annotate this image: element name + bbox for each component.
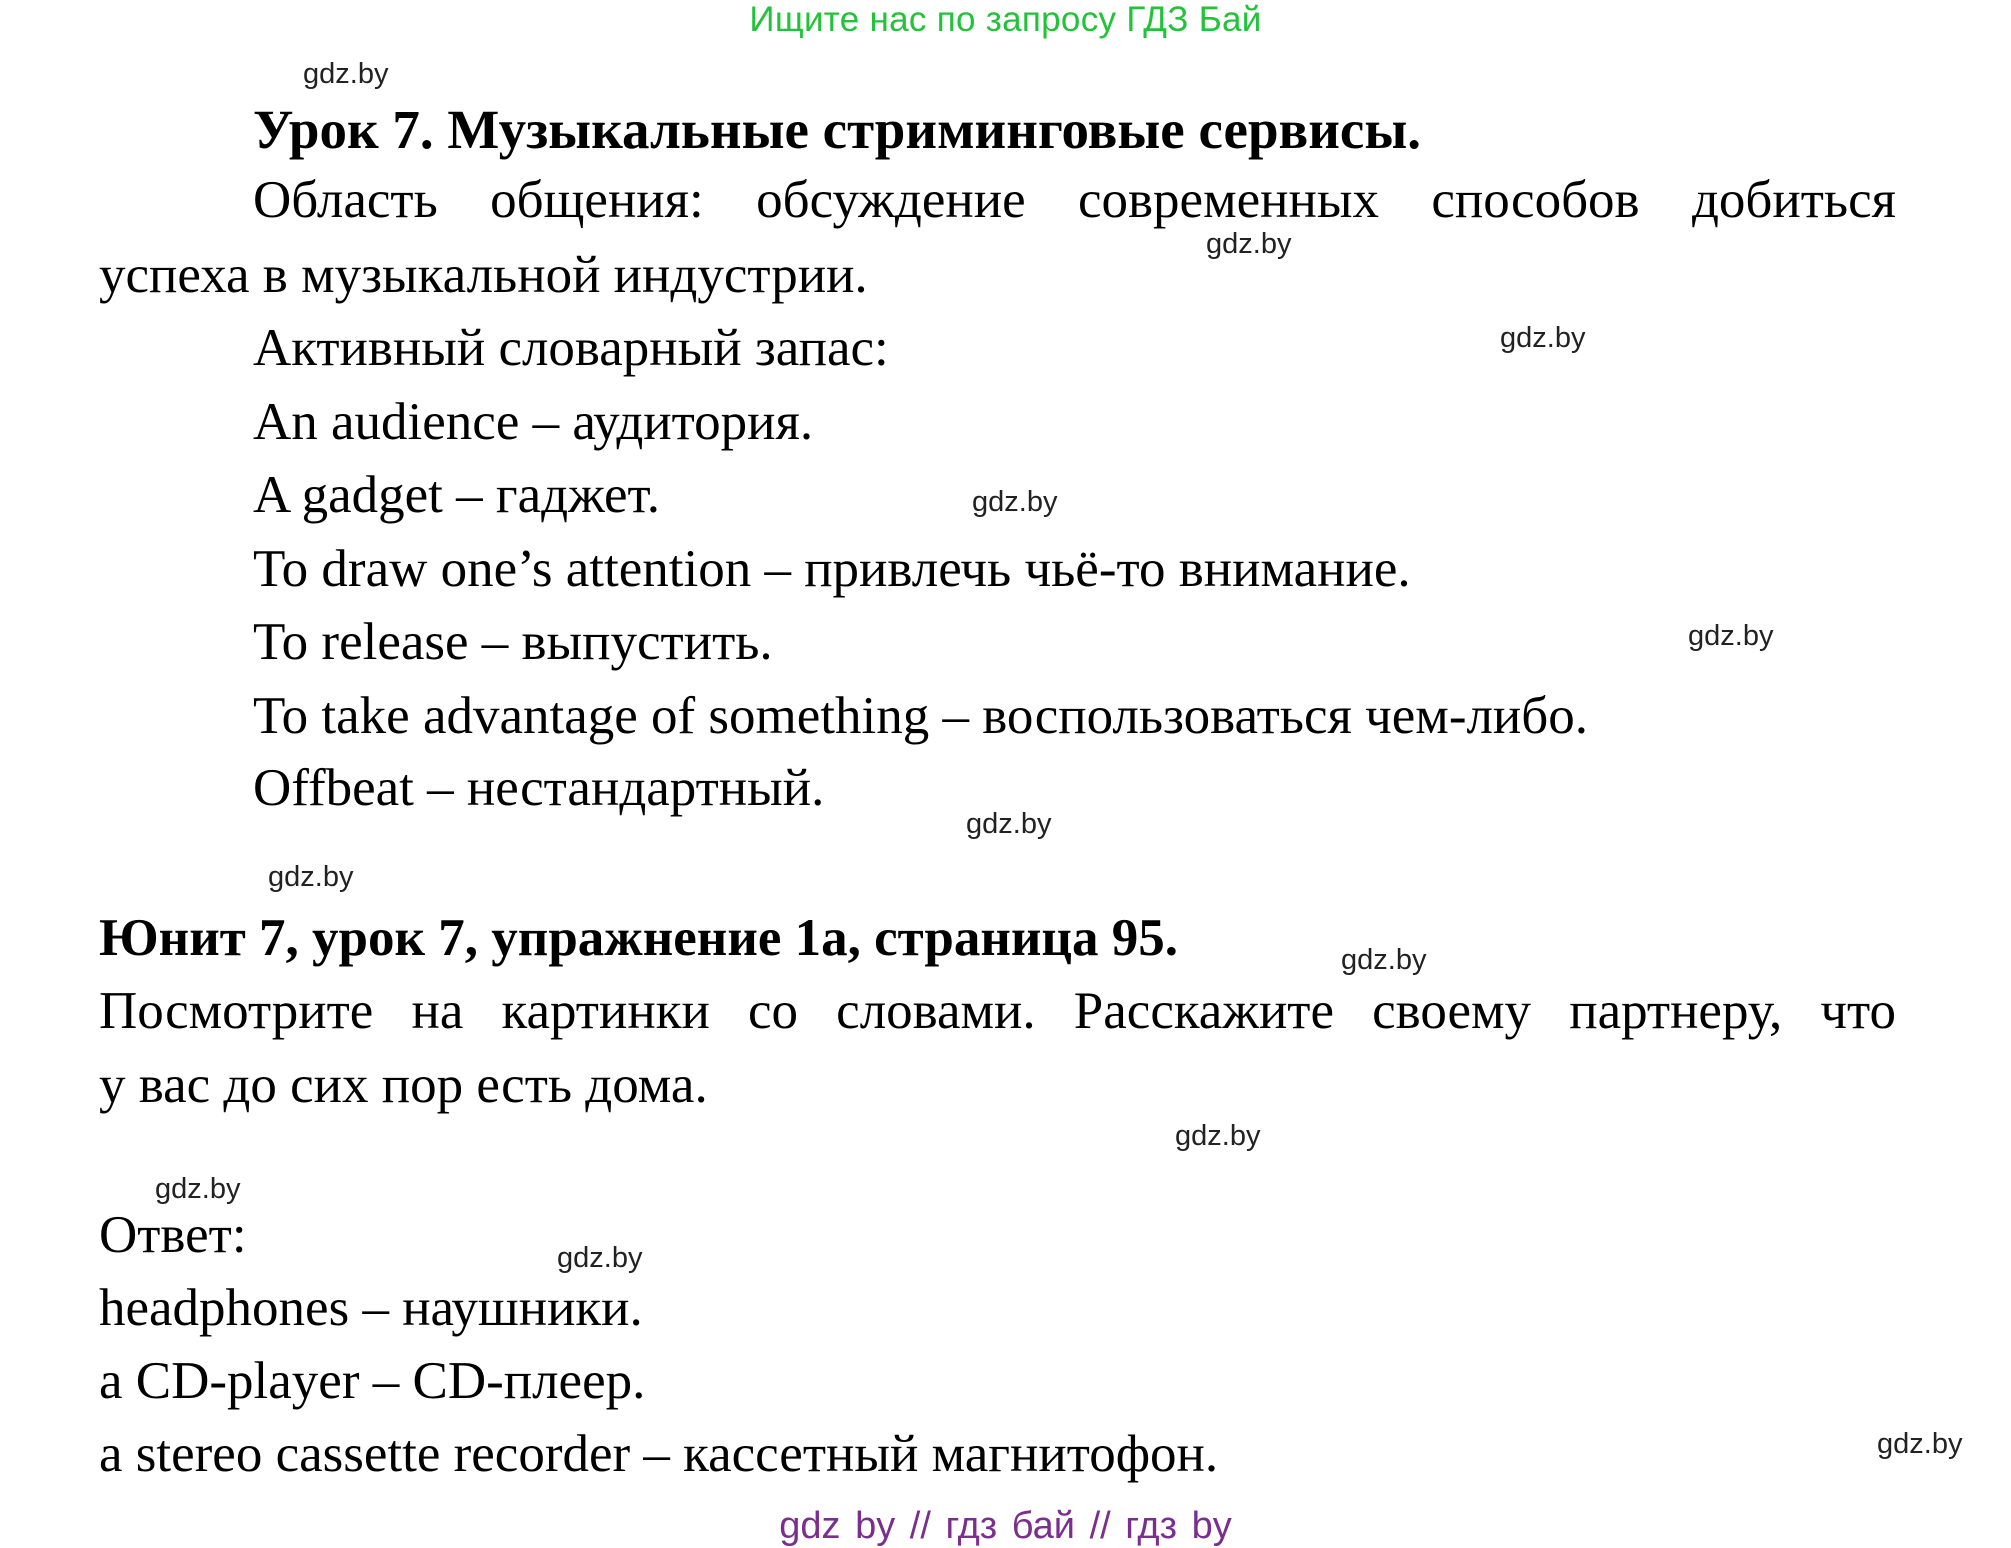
lesson-title: Урок 7. Музыкальные стриминговые сервисы. [253,99,1422,160]
watermark: gdz.by [972,486,1058,518]
watermark: gdz.by [1206,228,1292,260]
vocab-item: A gadget – гаджет. [253,466,660,524]
footer-links: gdz by // гдз бай // гдз by [779,1505,1232,1547]
watermark: gdz.by [1500,322,1586,354]
watermark: gdz.by [268,861,354,893]
site-banner: Ищите нас по запросу ГДЗ Бай [749,0,1262,39]
area-line-1: Область общения: обсуждение современных способов добиться [253,171,1896,229]
watermark: gdz.by [966,808,1052,840]
area-line-2: успеха в музыкальной индустрии. [99,246,868,304]
task-line-1: Посмотрите на картинки со словами. Расскажите своему партнеру, что [99,982,1896,1040]
answer-item: a CD-player – CD-плеер. [99,1352,646,1410]
answer-label: Ответ: [99,1206,247,1264]
watermark: gdz.by [1175,1120,1261,1152]
watermark: gdz.by [303,58,389,90]
watermark: gdz.by [155,1173,241,1205]
vocab-heading: Активный словарный запас: [253,319,889,377]
vocab-item: To take advantage of something – воспользоваться чем-либо. [253,687,1589,745]
answer-item: headphones – наушники. [99,1279,643,1337]
answer-item: a stereo cassette recorder – кассетный магнитофон. [99,1425,1219,1483]
vocab-item: To release – выпустить. [253,613,773,671]
task-line-2: у вас до сих пор есть дома. [99,1056,708,1114]
vocab-item: Offbeat – нестандартный. [253,759,825,817]
exercise-heading: Юнит 7, урок 7, упражнение 1а, страница 95. [99,909,1178,967]
watermark: gdz.by [557,1242,643,1274]
watermark: gdz.by [1341,944,1427,976]
watermark: gdz.by [1877,1428,1963,1460]
vocab-item: To draw one’s attention – привлечь чьё-то внимание. [253,540,1411,598]
watermark: gdz.by [1688,620,1774,652]
vocab-item: An audience – аудитория. [253,393,814,451]
